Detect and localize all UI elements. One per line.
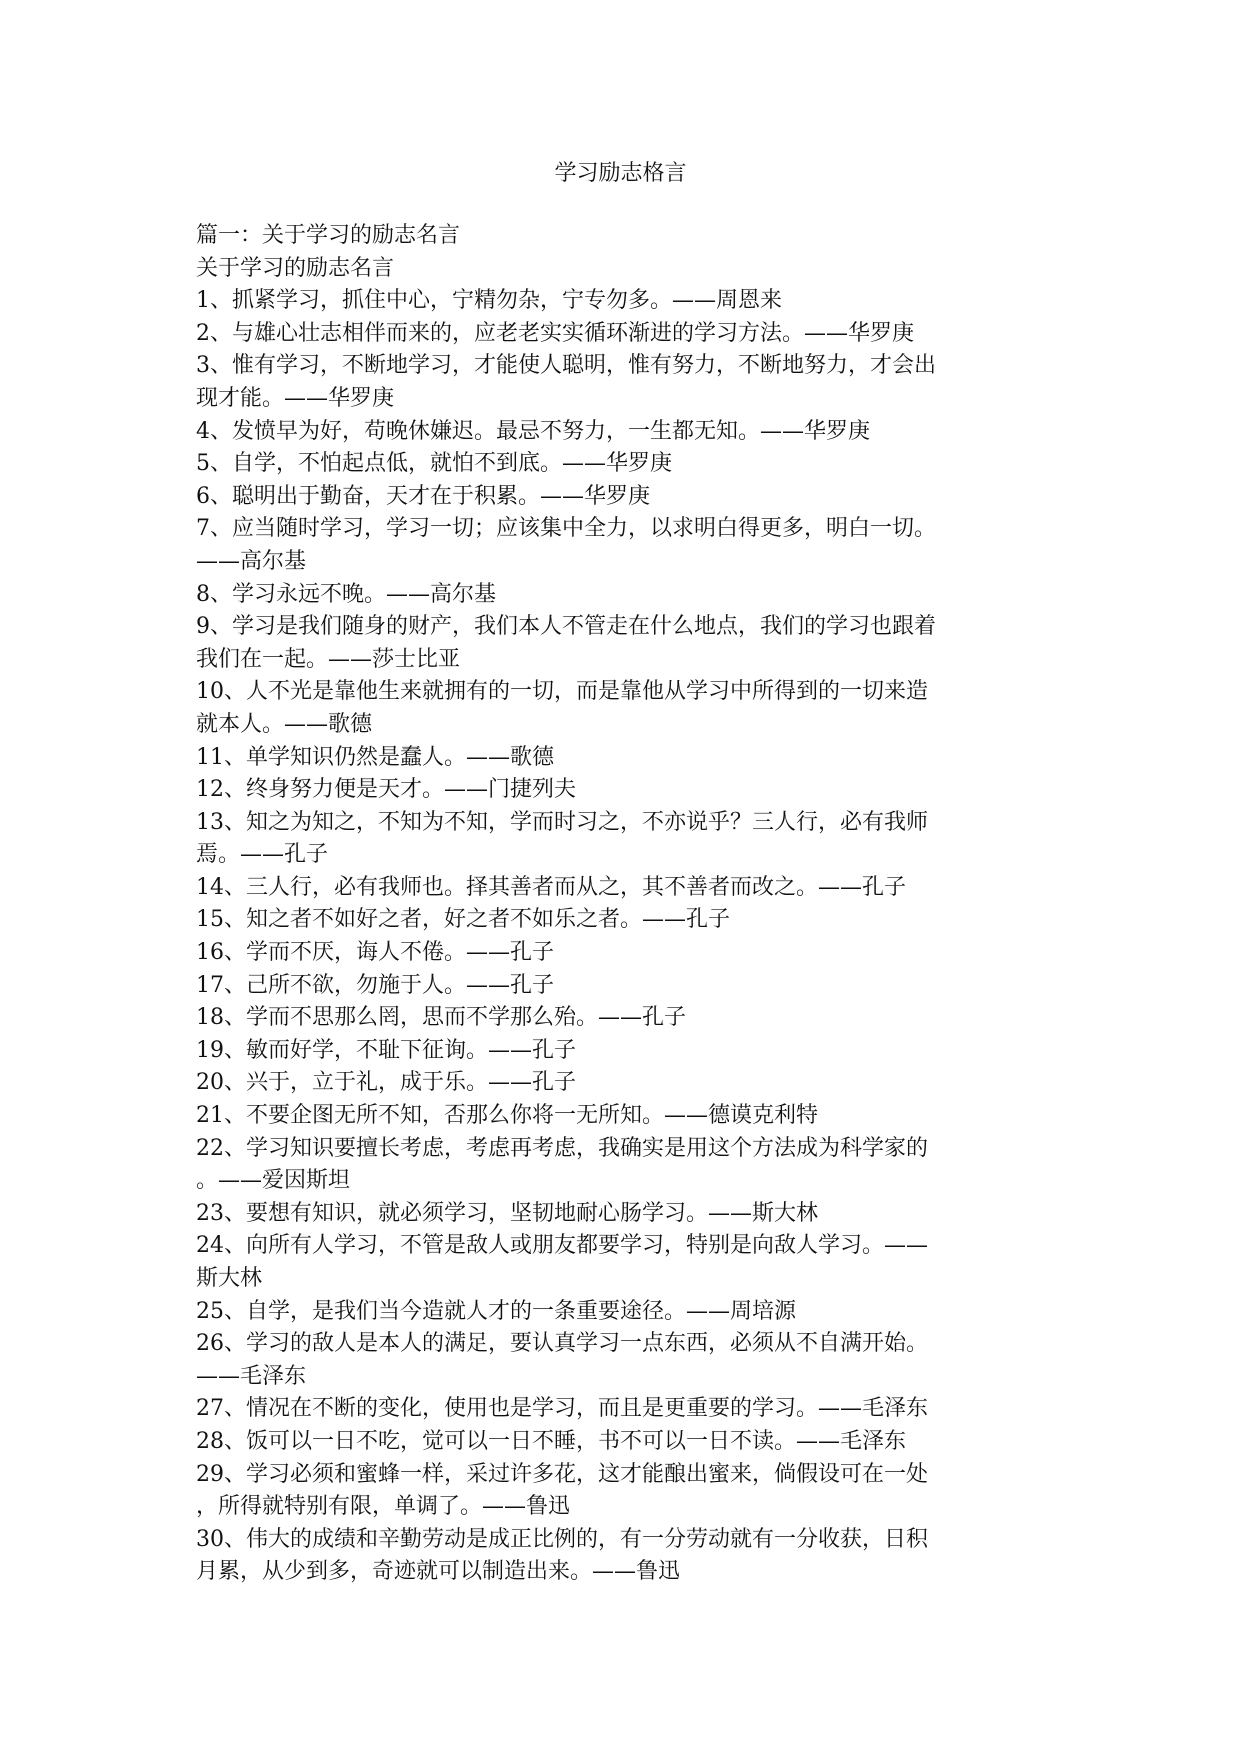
quote-line: 11、单学知识仍然是蠢人。——歌德 bbox=[196, 744, 554, 770]
quote-line: 12、终身努力便是天才。——门捷列夫 bbox=[196, 777, 576, 803]
quote-line: 20、兴于，立于礼，成于乐。——孔子 bbox=[196, 1070, 576, 1096]
subheading: 关于学习的励志名言 bbox=[196, 255, 395, 281]
quote-line: ——毛泽东 bbox=[196, 1363, 307, 1389]
quote-line: 10、人不光是靠他生来就拥有的一切，而是靠他从学习中所得到的一切来造 bbox=[196, 679, 928, 705]
quote-line: 18、学而不思那么罔，思而不学那么殆。——孔子 bbox=[196, 1005, 686, 1031]
quote-line: 19、敏而好学，不耻下征询。——孔子 bbox=[196, 1037, 576, 1063]
quote-line: 9、学习是我们随身的财产，我们本人不管走在什么地点，我们的学习也跟着 bbox=[196, 614, 936, 640]
quote-line: 26、学习的敌人是本人的满足，要认真学习一点东西，必须从不自满开始。 bbox=[196, 1331, 928, 1357]
quote-line: 14、三人行，必有我师也。择其善者而从之，其不善者而改之。——孔子 bbox=[196, 874, 906, 900]
quote-line: 1、抓紧学习，抓住中心，宁精勿杂，宁专勿多。——周恩来 bbox=[196, 288, 782, 314]
quote-line: 23、要想有知识，就必须学习，坚韧地耐心肠学习。——斯大林 bbox=[196, 1200, 818, 1226]
quote-line: 17、己所不欲，勿施于人。——孔子 bbox=[196, 972, 554, 998]
quote-line: 21、不要企图无所不知，否那么你将一无所知。——德谟克利特 bbox=[196, 1103, 818, 1129]
quote-line: 6、聪明出于勤奋，天才在于积累。——华罗庚 bbox=[196, 483, 650, 509]
quote-line: 月累，从少到多，奇迹就可以制造出来。——鲁迅 bbox=[196, 1559, 681, 1585]
quote-line: 15、知之者不如好之者，好之者不如乐之者。——孔子 bbox=[196, 907, 730, 933]
quote-line: 16、学而不厌，诲人不倦。——孔子 bbox=[196, 940, 554, 966]
quote-line: 现才能。——华罗庚 bbox=[196, 385, 395, 411]
quote-line: 29、学习必须和蜜蜂一样，采过许多花，这才能酿出蜜来，倘假设可在一处 bbox=[196, 1461, 928, 1487]
quote-line: 24、向所有人学习，不管是敌人或朋友都要学习，特别是向敌人学习。—— bbox=[196, 1233, 928, 1259]
quote-line: 22、学习知识要擅长考虑，考虑再考虑，我确实是用这个方法成为科学家的 bbox=[196, 1135, 928, 1161]
quote-line: 25、自学，是我们当今造就人才的一条重要途径。——周培源 bbox=[196, 1298, 796, 1324]
quote-line: 8、学习永远不晚。——高尔基 bbox=[196, 581, 496, 607]
quote-line: 我们在一起。——莎士比亚 bbox=[196, 646, 461, 672]
quote-line: 就本人。——歌德 bbox=[196, 711, 373, 737]
document-title: 学习励志格言 bbox=[554, 161, 687, 186]
quote-line: 斯大林 bbox=[196, 1266, 263, 1291]
quote-line: ——高尔基 bbox=[196, 548, 307, 574]
quote-line: ，所得就特别有限，单调了。——鲁迅 bbox=[196, 1494, 571, 1520]
quote-line: 焉。——孔子 bbox=[196, 842, 329, 868]
document-body bbox=[196, 220, 1046, 1589]
quote-line: 27、情况在不断的变化，使用也是学习，而且是更重要的学习。——毛泽东 bbox=[196, 1396, 928, 1422]
quote-line: 30、伟大的成绩和辛勤劳动是成正比例的，有一分劳动就有一分收获，日积 bbox=[196, 1526, 928, 1552]
quote-line: 28、饭可以一日不吃，觉可以一日不睡，书不可以一日不读。——毛泽东 bbox=[196, 1428, 906, 1454]
quote-list bbox=[196, 285, 1046, 1589]
quote-line: 。——爱因斯坦 bbox=[196, 1168, 351, 1194]
section-heading: 篇一：关于学习的励志名言 bbox=[196, 223, 461, 248]
quote-line: 4、发愤早为好，苟晚休嫌迟。最忌不努力，一生都无知。——华罗庚 bbox=[196, 418, 870, 444]
quote-line: 7、应当随时学习，学习一切；应该集中全力，以求明白得更多，明白一切。 bbox=[196, 516, 936, 542]
quote-line: 3、惟有学习，不断地学习，才能使人聪明，惟有努力，不断地努力，才会出 bbox=[196, 353, 936, 379]
quote-line: 5、自学，不怕起点低，就怕不到底。——华罗庚 bbox=[196, 451, 672, 477]
quote-line: 13、知之为知之，不知为不知，学而时习之，不亦说乎？三人行，必有我师 bbox=[196, 809, 928, 835]
quote-line: 2、与雄心壮志相伴而来的，应老老实实循环渐进的学习方法。——华罗庚 bbox=[196, 320, 914, 346]
